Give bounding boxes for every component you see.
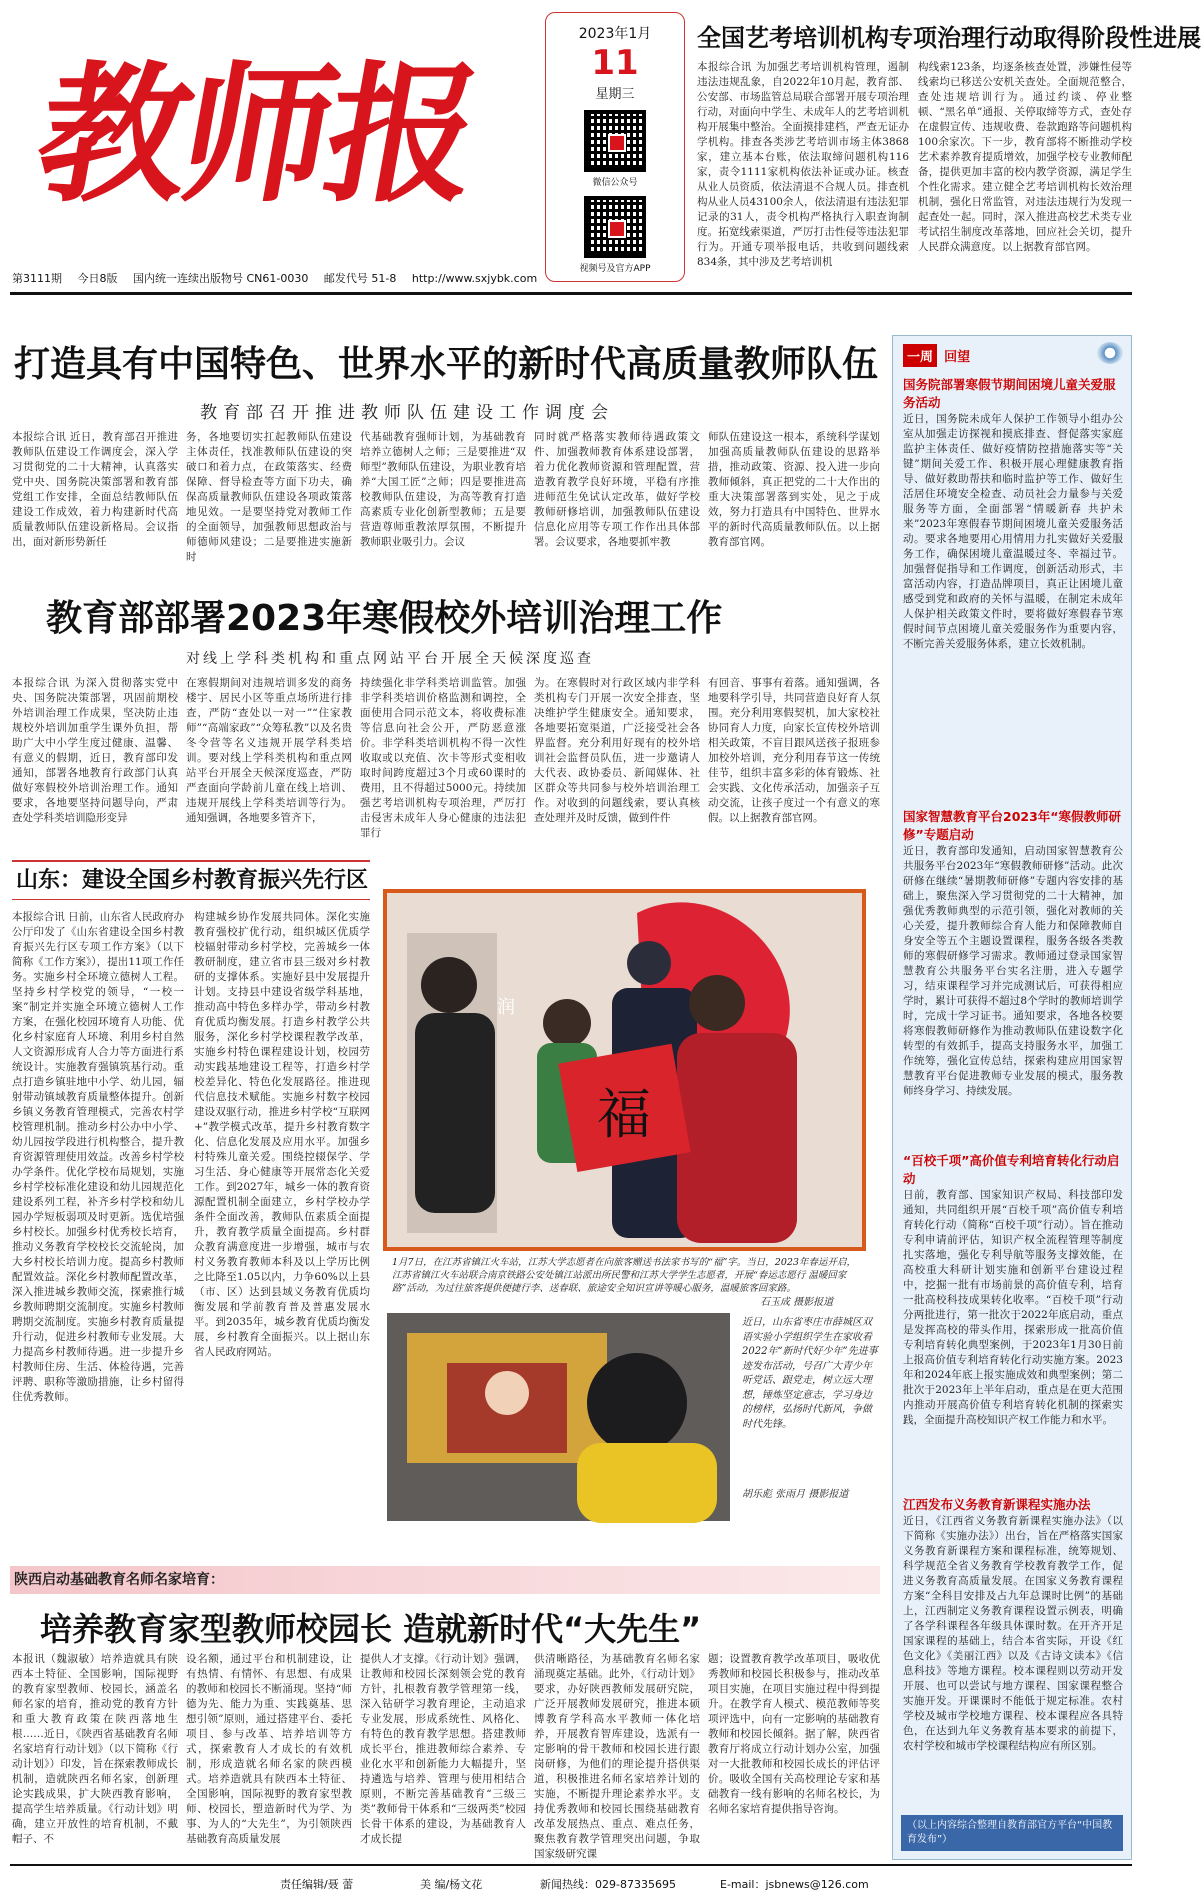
sidebar-item-body: 近日，教育部印发通知，启动国家智慧教育公共服务平台2023年“寒假教师研修”活动。此次研修在继续“暑期教师研修”专题内容安排的基础上，聚焦深入学习贯彻党的二十大精神，加强优秀教师典型的示范引领，强化对教师的关心关爱，提升教师综合育人能力和保障教师自身安全等五个主题设置课程，服务各级各类教师的寒假研修学习需求。教师通过登录国家智慧教育公共服务平台实名注册，进入专题学习，结束课程学习并完成测试后，可获得相应学时，累计可获得不超过8个学时的教师培训学时，完成十学习证书。通知要求，各地各校要将寒假教师研修作为推动教师队伍建设数字化转型的有效抓手，提高支持服务水平，加强工作统筹，强化宣传总结，探索构建应用国家智慧教育平台促进教师专业发展的模式，服务教师终身学习、持续发展。 xyxy=(903,845,1123,1097)
lead-col5: 师队伍建设这一根本，系统科学谋划加强高质量教师队伍建设的思路举措，推动政策、资源、投入进一步向教师倾斜，真正把党的二十大作出的重大决策部署落到实处，见之于成效，努力打造具有中国特色、世界水平的新时代高质量教师队伍。以上据教育部官网。 xyxy=(708,431,880,548)
top-story-col1: 本报综合讯 为加强艺考培训机构管理，遏制违法违规乱象，自2022年10月起，教育部、公安部、市场监管总局联合部署开展专项治理行动，对面向中学生、未成年人的艺考培训机构开展集中整治。全面摸排建档，严查无证办学机构。排查各类涉艺考培训市场主体3868家，建立基本台账，依法取缔问题机构116家，责令1111家机构依法补证或办证。核查从业人员资质，依法清退不合规人员。排查机构从业人员43100余人，依法清退有违法犯罪记录的31人，责令机构严格执行入职查询制度。拓宽线索渠道，严厉打击性侵等违法犯罪行为。开通专项举报电话，共收到问题线索834条，其中涉及艺考培训机 xyxy=(697,61,909,268)
post-code: 邮发代号 51-8 xyxy=(323,272,397,285)
winter-subtitle: 对线上学科类机构和重点网站平台开展全天候深度巡查 xyxy=(186,651,594,667)
issue-line xyxy=(12,270,549,286)
photo-illustration xyxy=(387,893,862,1247)
footer-email[interactable]: E-mail：jsbnews@126.com xyxy=(720,1878,869,1891)
date-year-month: 2023年1月 xyxy=(578,26,652,42)
winter-col3: 持续强化非学科类培训监管。加强非学科类培训价格监测和调控，全面使用合同示范文本，将收费标准等信息向社会公开，严防恶意涨价。非学科类培训机构不得一次性收取或以充值、次卡等形式变相收取时间跨度超过3个月或60课时的费用，且不得超过5000元。持续加强艺考培训机构专项治理，严厉打击侵害未成年人身心健康的违法犯罪行 xyxy=(360,677,526,839)
footer-hotline: 新闻热线：029-87335695 xyxy=(540,1878,676,1891)
winter-col5: 有回音、事事有着落。通知强调，各地要科学引导，共同营造良好育人氛围。充分利用寒假契机，加大家校社协同育人力度，向家长宣传校外培训相关政策，不盲目跟风送孩子报班参加校外培训，充分利用春节这一传统佳节，组织丰富多彩的体育锻炼、社会实践、文化传承活动，加强亲子互动交流，让孩子度过一个有意义的寒假。以上据教育部官网。 xyxy=(708,677,880,824)
shandong-title-box xyxy=(12,860,370,900)
shaanxi-col3: 提供人才支撑。《行动计划》强调，让教师和校园长深刻领会党的教育方针，扎根教育教学管理第一线，深入钻研学习教育理论，主动追求专业发展，形成系统性、风格化、有特色的教育教学思想。搭建教师成长平台，推进教师综合素养、专业化水平和创新能力大幅提升，坚持遴选与培养、管理与使用相结合原则，不断完善基础教育“三级三类”教师骨干体系和“三级两类”校园长骨干体系的建设，为基础教育人才成长提 xyxy=(360,1653,526,1845)
photo2-caption: 近日，山东省枣庄市薛城区双语实验小学组织学生在家收看2022年“新时代好少年”先进事迹发布活动，号召广大青少年听党话、跟党走，树立远大理想，锤炼坚定意志，学习身边的榜样，弘扬时代新风，争做时代先锋。 xyxy=(742,1317,878,1430)
shaanxi-col5: 题；设置教育教学改革项目，吸收优秀教师和校园长积极参与，推动改革项目实施，在项目实施过程中得到提升。在教学育人模式、模范教师等奖项评选中，向有一定影响的基础教育教师和校园长倾斜。据了解，陕西省教育厅将成立行动计划办公室，加强对一大批教师和校园长成长的评估评价。吸收全国有关高校理论专家和基础教育一线有影响的名师名校长，为名师名家培育提供指导咨询。 xyxy=(708,1653,880,1815)
lead-subtitle: 教育部召开推进教师队伍建设工作调度会 xyxy=(200,403,614,423)
website-link[interactable]: http://www.sxjybk.com xyxy=(411,272,538,285)
footer-art: 美 编/杨文花 xyxy=(420,1878,483,1891)
lead-col3: 代基础教育强师计划，为基础教育培养立德树人之师；三是要推进“双师型”教师队伍建设，为职业教育培养“大国工匠”之师；四是要推进高校教师队伍建设，为高等教育打造高素质专业化创新型教师；五是要营造尊师重教浓厚氛围，不断提升教师职业吸引力。会议 xyxy=(360,431,526,548)
masthead-rule xyxy=(10,292,1132,295)
sidebar-item-body: 近日，国务院未成年人保护工作领导小组办公室从加强走访探视和摸底排查、督促落实家庭监护主体责任、做好疫情防控措施落实等“关键”期间关爱工作、积极开展心理健康教育指导、做好救助帮扶和临时监护等工作、做好生活居住环境安全检查、动员社会力量参与关爱服务等方面，全面部署“情暖新春 共护未来”2023年寒假春节期间困境儿童关爱服务活动。要求各地要用心用情用力扎实做好关爱服务工作，确保困境儿童温暖过冬、幸福过节。加强督促指导和工作调度，创新活动形式，丰富活动内容，打造品牌项目，真正让困境儿童感受到党和政府的关怀与温暖，在制定未成年人保护相关政策文件时，要将做好寒假春节寒假时间节点困境儿童关爱服务作为重要内容，不断完善关爱服务体系，建立长效机制。 xyxy=(903,413,1123,650)
train-station-photo xyxy=(383,889,866,1251)
winter-col2: 在寒假期间对违规培训多发的商务楼宇、居民小区等重点场所进行排查，严防“查处以一对一”“住家教师”“高端家政”“众筹私教”以及名贵冬令营等名义违规开展学科类培训。要对线上学科类机构和重点网站平台开展全天候深度巡查，严防严查面向学龄前儿童在线上培训、违规开展线上学科类培训等行为。通知强调，各地要多管齐下， xyxy=(186,677,352,824)
photo2-illustration xyxy=(387,1313,730,1521)
sidebar-item-body: 日前，教育部、国家知识产权局、科技部印发通知，共同组织开展“百校千项”高价值专利培育转化行动（简称“百校千项”行动）。旨在推动专利申请前评估，知识产权全流程管理等制度扎实落地，强化专利导航等服务支撑效能，在高校重大科研计划实施和创新平台建设过程中，挖掘一批有市场前景的高价值专利，培育一批高校科技成果转化收率。“百校千项”行动分两批进行，第一批次于2022年底启动，重点是发挥高校的带头作用，探索形成一批高价值专利培育转化典型案例，于2023年1月30日前上报高价值专利培育转化行动实施方案。2023年和2024年底上报实施成效和典型案例；第二批次于2023年上半年启动，重点是在更大范围内推动开展高价值专利培育转化机制的探索实践，全面提升高校知识产权工作能力和水平。 xyxy=(903,1189,1123,1426)
lead-col4: 同时就严格落实教师待遇政策文件、加强教师教育体系建设部署，着力优化教师资源和管理配置，营造教育教学良好环境，平稳有序推进师范生免试认定改革，做好学校教师研修培训，加强教师队伍建设信息化应用等专项工作作出具体部署。会议要求，各地要抓牢教 xyxy=(534,431,700,548)
lead-title: 打造具有中国特色、世界水平的新时代高质量教师队伍 xyxy=(14,344,879,385)
qr1-caption: 微信公众号 xyxy=(592,178,638,188)
shaanxi-kicker: 陕西启动基础教育名师名家培育： xyxy=(14,1572,224,1588)
sidebar-item-title[interactable]: 国务院部署寒假节期间困境儿童关爱服务活动 xyxy=(903,377,1116,410)
page-count: 今日8版 xyxy=(77,272,118,285)
sidebar-item xyxy=(903,1152,1123,1502)
issue-number: 第3111期 xyxy=(12,272,62,285)
week-tag-right: 回望 xyxy=(944,350,971,365)
sidebar-item-body: 近日，《江西省义务教育新课程实施办法》（以下简称《实施办法》）出台，旨在严格落实国家义务教育新课程方案和课程标准，统筹规划、科学规范全省义务教育学校教育教学工作，促进义务教育高质量发展。在国家义务教育课程方案“全科目安排及占九年总课时比例”的基础上，江西制定义务教育课程设置示例表，明确了各学科课程各年级具体课时数。在开齐开足国家课程的基础上，结合本省实际，开设《红色文化》《美丽江西》以及《古诗文读本》《信息科技》等地方课程。校本课程则以劳动开发开展、也可以尝试与地方课程、国家课程整合实施开发。开课课时不能低于规定标准。农村学校及城市学校地方课程、校本课程应各具特色，在达到九年义务教育基本要求的前提下，农村学校和城市学校课程结构应有所区别。 xyxy=(903,1515,1123,1752)
shaanxi-col1: 本报讯（魏淑敏）培养造就具有陕西本土特征、全国影响，国际视野的教育家型教师、校园长，涵盖名师名家的培育，推动党的教育方针和重大教育政策在陕西落地生根……近日，《陕西省基础教育名师名家培育行动计划》（以下简称《行动计划》）印发，旨在探索教师成长机制，造就陕西名师名家，创新理论实践成果，扩大陕西教育影响，提高学生培养质量。《行动计划》明确，建立开放性的培育机制，不戴帽子、不 xyxy=(12,1653,178,1845)
week-tag-left: 一周 xyxy=(903,344,937,367)
shaanxi-band xyxy=(10,1566,880,1594)
cn-number: 国内统一连续出版物号 CN61-0030 xyxy=(133,272,309,285)
footer-editor: 责任编辑/聂 蕾 xyxy=(280,1878,354,1891)
fu-character: 福 xyxy=(597,1083,651,1146)
sidebar-item-title[interactable]: 江西发布义务教育新课程实施办法 xyxy=(903,1497,1091,1512)
winter-col4: 为。在寒假时对行政区域内非学科类机构专门开展一次安全排查，坚决维护学生健康安全。通知要求，各地要拓宽渠道，广泛接受社会各界监督。充分利用好现有的校外培训社会监督员队伍，进一步邀请人大代表、政协委员、新闻媒体、社区群众等共同参与校外培训治理工作。对收到的问题线索，要认真核查处理并及时反馈，做到件件 xyxy=(534,677,700,824)
sidebar-item-title[interactable]: “百校千项”高价值专利培育转化行动启动 xyxy=(903,1153,1120,1186)
sidebar-item-title[interactable]: 国家智慧教育平台2023年“寒假教师研修”专题启动 xyxy=(903,809,1122,842)
lead-col2: 务，各地要切实扛起教师队伍建设主体责任，找准教师队伍建设的突破口和着力点，在政策落实、经费保障、督导检查等方面下功夫，确保高质量教师队伍建设各项政策落地见效。一是要坚持党对教师工作的全面领导，加强教师思想政治与师德师风建设；二是要推进实施新时 xyxy=(186,431,352,563)
shandong-col2: 构建城乡协作发展共同体。深化实施教育强校扩优行动，组织城区优质学校辐射带动乡村学校，完善城乡一体教研制度，建立省市县三级对乡村教研的支撑体系。实施好县中发展提升计划。支持县中建设省级学科基地，推动高中特色多样办学，带动乡村教育优质均衡发展。打造乡村教学公共服务，深化乡村学校课程教学改革，实施乡村特色课程建设计划，校园劳动实践基地建设工程等，打造乡村学校差异化、特色化发展路径。推进现代信息技术赋能。实施乡村数字校园建设双驱行动，推进乡村学校“互联网+”教学模式改革，提升乡村教育数字化、信息化发展及应用水平。加强乡村特殊儿童关爱。围绕控辍保学、学习生活、身心健康等开展常态化关爱工作。到2027年，城乡一体的教育资源配置机制全面建立，乡村学校办学条件全面改善，教师队伍素质全面提升，教育教学质量全面提高。乡村群众教育满意度进一步增强，城市与农村义务教育教师本科及以上学历比例之比降至1.05以内，力争60%以上县（市、区）达到县域义务教育优质均衡发展和学前教育普及普惠发展水平。到2035年，城乡教育优质均衡发展，乡村教育全面振兴。以上据山东省人民政府网站。 xyxy=(194,911,370,1358)
date-day: 11 xyxy=(591,43,639,83)
photo1-caption: 1月7日，在江苏省镇江火车站，江苏大学志愿者在向旅客赠送书法家书写的“福”字。当日，2023年春运开启，江苏省镇江火车站联合南京铁路公安处镇江站派出所民警和江苏大学学生志愿者，开展“春运志愿行 温暖回家路”活动，为过往旅客提供便捷行李、送春联、旅途安全知识宣讲等暖心服务，温暖旅客回家路。 xyxy=(392,1257,856,1294)
sidebar-item xyxy=(903,1496,1123,1820)
sidebar-item xyxy=(903,376,1123,796)
masthead-logo: 教师报 xyxy=(24,47,488,223)
shandong-col1: 本报综合讯 日前，山东省人民政府办公厅印发了《山东省建设全国乡村教育振兴先行区专项工作方案》（以下简称《工作方案》），提出11项工作任务。实施乡村全环境立德树人工程。坚持乡村学校党的领导，“一校一案”制定并实施全环境立德树人工作方案，在强化校园环境育人功能、优化乡村家庭育人环境、利用乡村自然人文资源形成育人合力等方面进行系统设计。实施教育强镇筑基行动。重点打造乡镇驻地中小学、幼儿园，辐射带动镇域教育质量整体提升。创新乡镇义务教育管理模式，完善农村学校管理机制。推动乡村公办中小学、幼儿园按学段进行机构整合，提升教育资源管理使用效益。改善乡村学校办学条件。优化学校布局规划，实施乡村学校标准化建设和幼儿园规范化建设系列工程，补齐乡村学校和幼儿园办学短板弱项及时更新。选优培强乡村校长。加强乡村优秀校长培育，推动义务教育学校校长交流轮岗，加大乡村校长培训力度。提高乡村教师配置效益。深化乡村教师配置改革，深入推进城乡教师交流，探索推行城乡教师聘期交流制度。实施乡村教师聘期交流制度。实施乡村教育质量提升行动，促进乡村教师专业发展。大力提高乡村教师待遇。进一步提升乡村教师住房、生活、体检待遇，完善评聘、职称等激励措施，让乡村留得住优秀教师。 xyxy=(12,911,184,1403)
sidebar-item xyxy=(903,808,1123,1160)
shaanxi-col2: 设名额，通过平台和机制建设，让有热情、有情怀、有思想、有成果的教师和校园长不断涌现。坚持“师德为先、能力为重、实践奠基、思想引领”原则，通过搭建平台、委托项目、参与改革、培养培训等方式，探索教育人才成长的有效机制，形成造就名师名家的陕西模式。培养造就具有陕西本土特征、全国影响，国际视野的教育家型教师、校园长，塑造新时代为学、为事、为人的“大先生”，为引领陕西基础教育高质量发展 xyxy=(186,1653,352,1845)
qr2-caption: 视频号及官方APP xyxy=(579,264,651,274)
footer-rule xyxy=(10,1864,1132,1866)
date-weekday: 星期三 xyxy=(595,87,635,102)
top-story-col2: 构线索123条，均逐条核查处置，涉嫌性侵等线索均已移送公安机关查处。全面规范整合，查处违规培训行为。通过约谈、停业整顿、“黑名单”通报、关停取缔等方式，查处存在虚假宣传、违规收费、卷款跑路等问题机构100余家次。下一步，教育部将不断推动学校艺术素养教育提质增效，加强学校专业教师配备，提供更加丰富的校内教学资源，满足学生个性化需求。建立健全艺考培训机构长效治理机制，强化日常监管，对违法违规行为发现一起查处一起。同时，深入推进高校艺术类专业考试招生制度改革落地，回应社会关切，提升人民群众满意度。以上据教育部官网。 xyxy=(918,61,1132,253)
photo2-credit: 胡乐彪 张雨月 摄影报道 xyxy=(742,1489,849,1500)
week-review-tag xyxy=(903,344,995,366)
sidebar-globe-icon xyxy=(1097,342,1123,364)
top-story-title: 全国艺考培训机构专项治理行动取得阶段性进展 xyxy=(697,24,1201,52)
winter-title: 教育部部署2023年寒假校外培训治理工作 xyxy=(46,598,723,639)
week-review-sidebar xyxy=(892,335,1132,1860)
shaanxi-title: 培养教育家型教师校园长 造就新时代“大先生” xyxy=(40,1610,702,1648)
shandong-title: 山东：建设全国乡村教育振兴先行区 xyxy=(16,868,369,893)
app-qr-icon[interactable] xyxy=(584,196,646,258)
shaanxi-col4: 供清晰路径，为基础教育名师名家涌现奠定基础。此外，《行动计划》要求，办好陕西教师发展研究院，广泛开展教师发展研究，推进本硕博教育学科高水平教师一体化培养，开展教育智库建设，选派有一定影响的骨干教师和校园长进行跟岗研修，为他们的理论提升搭供渠道，积极推进名师名家培养计划的实施，不断提升理论素养水平。支持优秀教师和校园长围绕基础教育改革发展热点、重点、难点任务，聚焦教育教学管理突出问题，争取国家级研究课 xyxy=(534,1653,700,1860)
student-watching-photo xyxy=(387,1313,730,1521)
winter-col1: 本报综合讯 为深入贯彻落实党中央、国务院决策部署，巩固前期校外培训治理工作成果，坚决防止违规校外培训加重学生课外负担，帮助广大中小学生度过健康、温馨、有意义的假期，近日，教育部印发通知，部署各地教育行政部门认真做好寒假校外培训治理工作。通知要求，各地要坚持问题导向，严肃查处学科类培训隐形变异 xyxy=(12,677,178,824)
lead-col1: 本报综合讯 近日，教育部召开推进教师队伍建设工作调度会，深入学习贯彻党的二十大精神，认真落实党中央、国务院决策部署和教育部党组工作安排，全面总结教师队伍建设工作成效，着力构建新时代高质量教师队伍建设新格局。会议指出，面对新形势新任 xyxy=(12,431,178,548)
wechat-qr-icon[interactable] xyxy=(584,110,646,172)
footer xyxy=(0,1868,1140,1899)
date-block xyxy=(545,12,685,282)
sign-character: 润 xyxy=(497,997,515,1018)
photo1-credit: 石玉成 摄影报道 xyxy=(760,1297,834,1308)
sidebar-source-note: （以上内容综合整理自教育部官方平台“中国教育发布”） xyxy=(901,1815,1123,1851)
